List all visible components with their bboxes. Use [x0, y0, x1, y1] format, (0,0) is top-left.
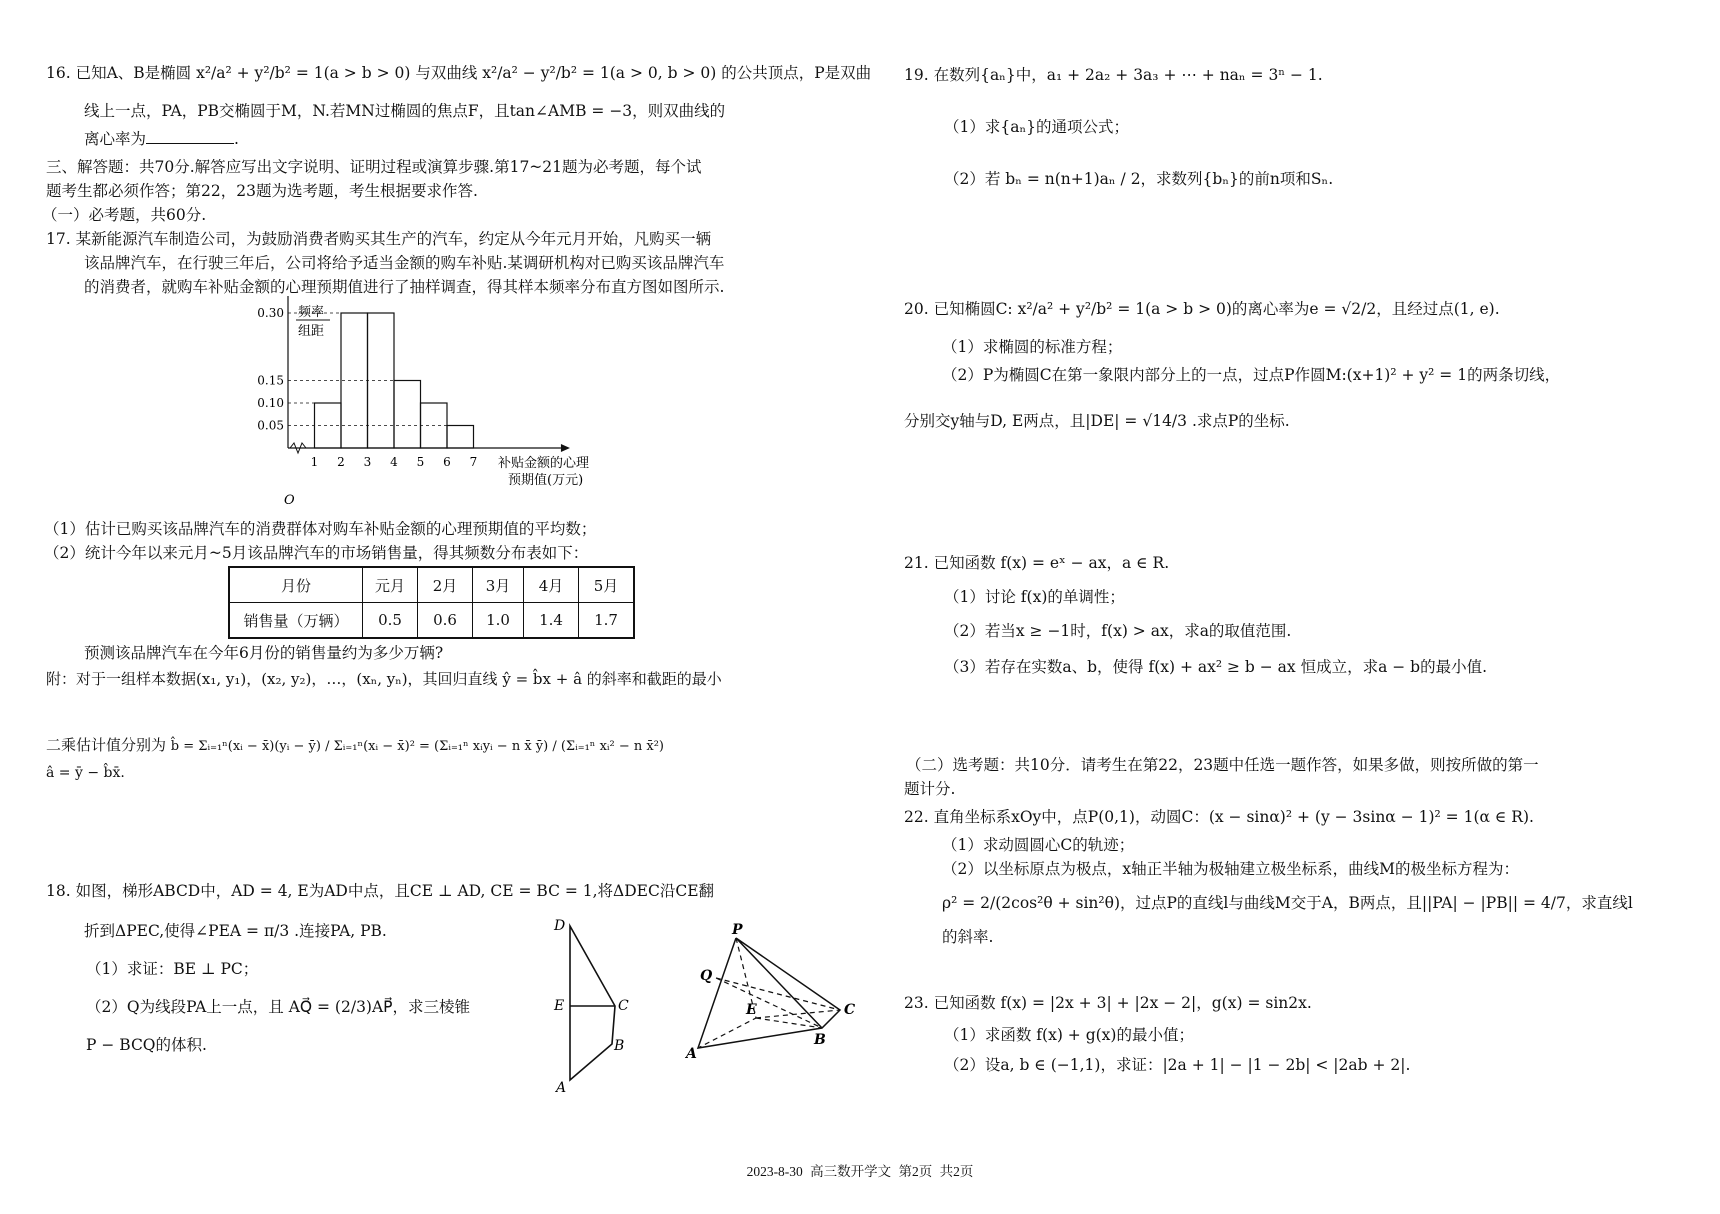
q18-part1: （1）求证：BE ⊥ PC； [86, 960, 259, 978]
table-header-cell: 2月 [418, 567, 473, 603]
appendix2-label: 二乘估计值分别为 [46, 736, 167, 754]
sales-table [228, 566, 635, 639]
q23-part1: （1）求函数 f(x) + g(x)的最小值； [944, 1026, 1194, 1044]
label-e: E [554, 998, 565, 1014]
q21-part1: （1）讨论 f(x)的单调性； [944, 588, 1125, 606]
histogram-xlabel-line2: 预期值(万元) [508, 473, 584, 488]
x-tick-label: 1 [310, 455, 319, 469]
frequency-histogram [257, 300, 602, 510]
y-tick-label: 0.30 [257, 306, 284, 320]
q21-part2: （2）若当x ≥ −1时，f(x) > ax，求a的取值范围. [944, 622, 1292, 640]
label-p: P [732, 922, 743, 938]
table-header-cell: 元月 [363, 567, 418, 603]
histogram-marks [257, 296, 570, 469]
table-header-cell: 5月 [579, 567, 635, 603]
label-e-fold: E [746, 1002, 757, 1018]
q23-part2: （2）设a, b ∈ (−1,1)，求证：|2a + 1| − |1 − 2b| < |2ab + 2|. [944, 1056, 1411, 1074]
q20-part3: 分别交y轴与D, E两点，且|DE| = √14/3 .求点P的坐标. [904, 412, 1290, 430]
q17-line1: 17. 某新能源汽车制造公司，为鼓励消费者购买其生产的汽车，约定从今年元月开始，凡购买一辆 [46, 230, 712, 248]
q16-line3-text: 离心率为 [84, 130, 147, 148]
histogram-bar [447, 426, 474, 449]
trapezoid-outline [570, 926, 615, 1080]
q17-line2: 该品牌汽车，在行驶三年后，公司将给予适当金额的购车补贴.某调研机构对已购买该品牌汽车 [84, 254, 725, 272]
table-cell: 销售量（万辆） [229, 603, 363, 639]
x-tick-label: 3 [363, 455, 372, 469]
q19-part2: （2）若 bₙ = n(n+1)aₙ / 2，求数列{bₙ}的前n项和Sₙ. [944, 170, 1334, 188]
q16-line2: 线上一点，PA，PB交椭圆于M，N.若MN过椭圆的焦点F，且tan∠AMB = −3，则双曲线的 [84, 102, 726, 120]
label-a: A [556, 1080, 567, 1096]
y-tick-label: 0.05 [257, 418, 284, 433]
x-axis-arrow [561, 444, 570, 452]
x-tick-label: 4 [390, 455, 398, 469]
section3-line1: 三、解答题：共70分.解答应写出文字说明、证明过程或演算步骤.第17~21题为必考题，每个试 [46, 158, 702, 176]
q16-line1: 16. 已知A、B是椭圆 x²/a² + y²/b² = 1(a > b > 0) 与双曲线 x²/a² − y²/b² = 1(a > 0, b > 0) 的公共顶点，P是双曲 [46, 64, 872, 82]
q17-line3: 的消费者，就购车补贴金额的心理预期值进行了抽样调查，得其样本频率分布直方图如图所示. [84, 278, 725, 296]
q21-part3: （3）若存在实数a、b，使得 f(x) + ax² ≥ b − ax 恒成立，求a − b的最小值. [944, 658, 1488, 676]
x-tick-label: 5 [416, 455, 425, 469]
label-b: B [614, 1038, 625, 1054]
table-cell: 0.6 [418, 603, 473, 639]
q22-line1: 22. 直角坐标系xOy中，点P(0,1)，动圆C：(x − sinα)² + (y − 3sinα − 1)² = 1(α ∈ R). [904, 808, 1534, 826]
q20-line1: 20. 已知椭圆C: x²/a² + y²/b² = 1(a > b > 0)的离心率为e = √2/2，且经过点(1, e). [904, 300, 1500, 318]
y-tick-label: 0.10 [257, 396, 284, 410]
q18-line2: 折到ΔPEC,使得∠PEA = π/3 .连接PA, PB. [84, 922, 387, 940]
label-a-fold: A [686, 1046, 697, 1062]
formula-b: b̂ = Σᵢ₌₁ⁿ(xᵢ − x̄)(yᵢ − ȳ) / Σᵢ₌₁ⁿ(xᵢ − x̄)² = (Σᵢ₌₁ⁿ xᵢyᵢ − n x̄ ȳ) / (Σᵢ₌₁ⁿ xᵢ² − n x̄²) [170, 739, 665, 754]
q17-part2: （2）统计今年以来元月~5月该品牌汽车的市场销售量，得其频数分布表如下： [44, 544, 589, 562]
q17-part1: （1）估计已购买该品牌汽车的消费群体对购车补贴金额的心理预期值的平均数； [44, 520, 597, 538]
label-b-fold: B [814, 1032, 826, 1048]
q17-appendix1: 附：对于一组样本数据(x₁, y₁)，(x₂, y₂)，…，(xₙ, yₙ)，其回归直线 ŷ = b̂x + â 的斜率和截距的最小 [46, 670, 722, 688]
q22-part4: 的斜率. [942, 928, 994, 946]
q18-part2: （2）Q为线段PA上一点，且 AQ⃗ = (2/3)AP⃗，求三棱锥 [86, 998, 471, 1016]
label-d: D [554, 918, 566, 934]
answer-blank [146, 129, 234, 144]
q22-part1: （1）求动圆圆心C的轨迹； [942, 836, 1135, 854]
trapezoid-figure [550, 914, 640, 1094]
histogram-origin: O [284, 493, 295, 508]
q19-line1: 19. 在数列{aₙ}中，a₁ + 2a₂ + 3a₃ + ⋯ + naₙ = 3ⁿ − 1. [904, 66, 1323, 84]
y-tick-label: 0.15 [257, 373, 284, 388]
q22-part2: （2）以坐标原点为极点，x轴正半轴为极轴建立极坐标系，曲线M的极坐标方程为： [942, 860, 1519, 878]
label-c-fold: C [844, 1002, 856, 1018]
q18-part2b: P − BCQ的体积. [86, 1036, 207, 1054]
table-header-cell: 3月 [473, 567, 524, 603]
table-header-cell: 月份 [229, 567, 363, 603]
q22-part3: ρ² = 2/(2cos²θ + sin²θ)，过点P的直线l与曲线M交于A，B两点，且||PA| − |PB|| = 4/7，求直线l [942, 894, 1633, 912]
q17-appendix2 [46, 734, 664, 758]
q19-part1: （1）求{aₙ}的通项公式； [944, 118, 1130, 136]
q18-line1: 18. 如图，梯形ABCD中，AD = 4, E为AD中点，且CE ⊥ AD, CE = BC = 1,将ΔDEC沿CE翻 [46, 882, 715, 900]
q17-formula-a: â = ȳ − b̂x̄. [46, 765, 125, 781]
pyramid-figure [680, 918, 860, 1068]
q20-part2: （2）P为椭圆C在第一象限内部分上的一点，过点P作圆M:(x+1)² + y² = 1的两条切线， [942, 366, 1561, 384]
q16-line3: 离心率为 . [84, 130, 239, 148]
page-footer: 2023-8-30 高三数开学文 第2页 共2页 [746, 1164, 974, 1179]
label-c: C [618, 998, 629, 1014]
table-header-cell: 4月 [524, 567, 579, 603]
table-cell: 1.4 [524, 603, 579, 639]
section-b-line2: 题计分. [904, 780, 956, 798]
table-row [229, 603, 634, 639]
histogram-ylabel-bottom: 组距 [298, 324, 325, 339]
x-tick-label: 6 [443, 455, 451, 469]
section3-sub: （一）必考题，共60分. [42, 206, 207, 224]
x-tick-label: 2 [337, 455, 345, 469]
histogram-bar [394, 381, 421, 449]
q21-line1: 21. 已知函数 f(x) = eˣ − ax，a ∈ R. [904, 554, 1170, 572]
q17-predict: 预测该品牌汽车在今年6月份的销售量约为多少万辆? [84, 644, 444, 662]
x-tick-label: 7 [469, 455, 478, 469]
table-cell: 1.0 [473, 603, 524, 639]
q23-line1: 23. 已知函数 f(x) = |2x + 3| + |2x − 2|，g(x) = sin2x. [904, 994, 1312, 1012]
histogram-xlabel-line1: 补贴金额的心理 [498, 456, 590, 471]
table-cell: 0.5 [363, 603, 418, 639]
label-q: Q [700, 968, 713, 984]
table-cell: 1.7 [579, 603, 635, 639]
section3-line2: 题考生都必须作答；第22，23题为选考题，考生根据要求作答. [46, 182, 478, 200]
histogram-ylabel-top: 频率 [298, 305, 325, 320]
section-b-line1: （二）选考题：共10分．请考生在第22，23题中任选一题作答，如果多做，则按所做的第一 [906, 756, 1539, 774]
table-row [229, 567, 634, 603]
q20-part1: （1）求椭圆的标准方程； [942, 338, 1123, 356]
